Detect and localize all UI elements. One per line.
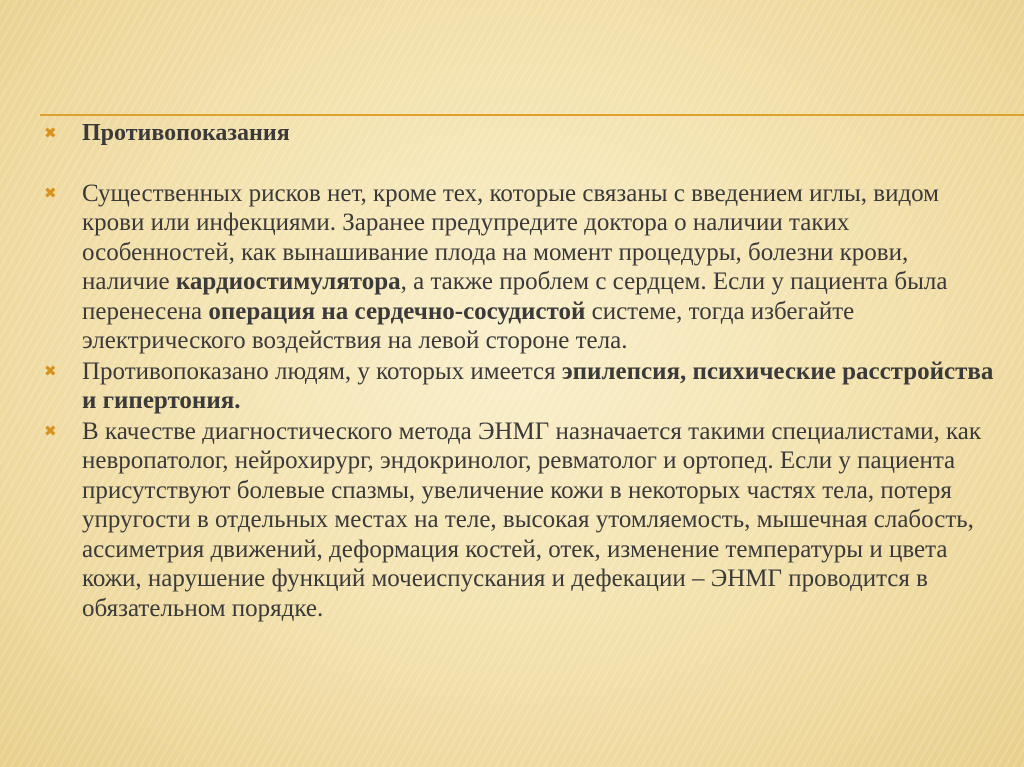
bullet-x-icon: ✖: [44, 421, 57, 440]
list-item-risks: [44, 179, 994, 356]
bullet-x-icon: ✖: [44, 124, 57, 142]
paragraph-text: В качестве диагностического метода ЭНМГ назначается такими специалистами, как невропатолог, нейрохирург, эндокринолог, ревматолог и ортопед. Если у пациента присутствуют болевые спазмы, увеличение кожи в некоторых частях тела, потеря упругости в отдельных местах на теле, высокая утомляемость, мышечная слабость, ассиметрия движений, деформация костей, отек, изменение температуры и цвета кожи, нарушение функций мочеиспускания и дефекации – ЭНМГ проводится в обязательном порядке.: [82, 417, 982, 622]
bullet-x-icon: ✖: [44, 361, 57, 380]
paragraph-text: , а также проблем с сердцем. Если у пациента была перенесена: [82, 268, 948, 325]
paragraph-text: Существенных рисков нет, кроме тех, которые связаны с введением иглы, видом крови или инфекциями. Заранее предупредите доктора о наличии таких особенностей, как вынашивание плода на момент процедуры, болезни крови, наличие: [82, 179, 940, 295]
list-item-title: [44, 119, 994, 149]
paragraph-text: системе, тогда избегайте электрического воздействия на левой стороне тела.: [82, 297, 855, 354]
paragraph-text: Противопоказано людям, у которых имеется: [82, 357, 562, 385]
bullet-x-icon: ✖: [44, 183, 57, 202]
slide-heading: Противопоказания: [82, 120, 290, 146]
slide-content: [44, 114, 994, 623]
bold-term: операция на сердечно-сосудистой: [208, 297, 586, 325]
list-item-indications: [44, 417, 994, 624]
list-item-contraindications: [44, 357, 994, 416]
bold-term: эпилепсия, психические расстройства и гипертония.: [82, 357, 994, 414]
bold-term: кардиостимулятора: [175, 268, 401, 295]
